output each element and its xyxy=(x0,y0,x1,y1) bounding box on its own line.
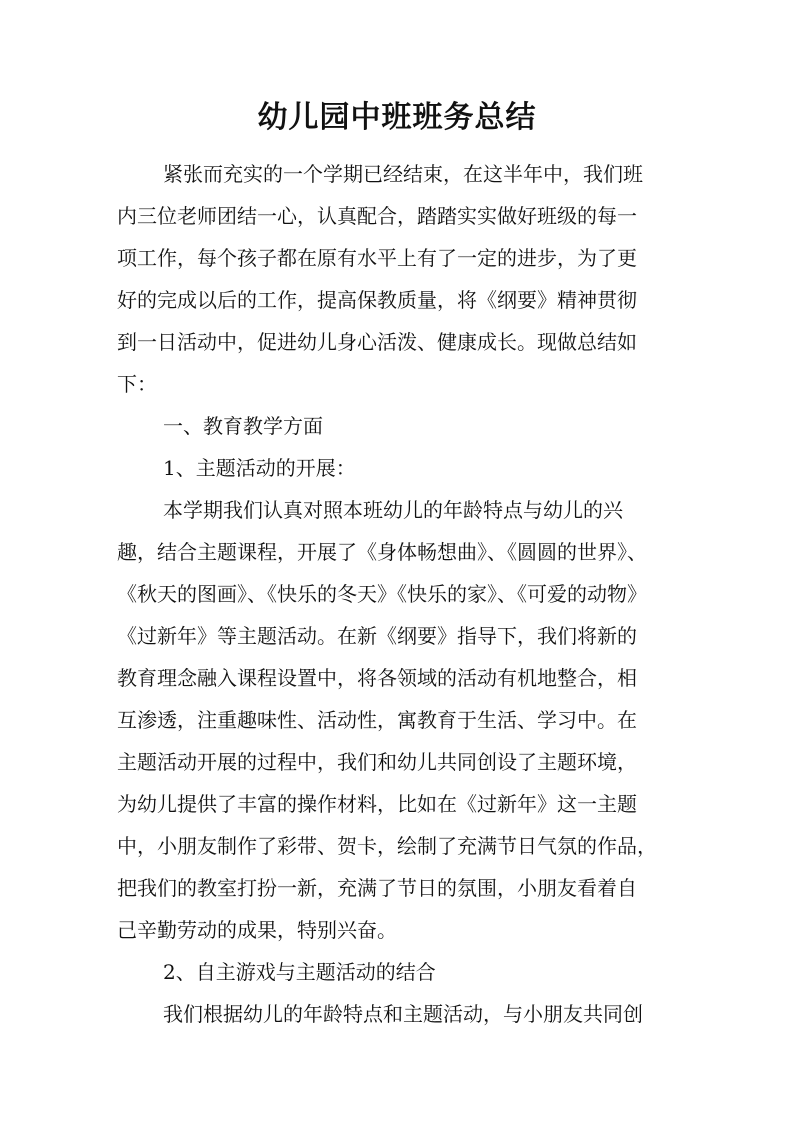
subsection-heading: 2、自主游戏与主题活动的结合 xyxy=(163,960,436,984)
paragraph-line: 互渗透，注重趣味性、活动性，寓教育于生活、学习中。在 xyxy=(117,708,637,732)
document-title: 幼儿园中班班务总结 xyxy=(257,100,537,135)
paragraph-line: 内三位老师团结一心，认真配合，踏踏实实做好班级的每一 xyxy=(117,204,637,228)
paragraph-line: 教育理念融入课程设置中，将各领域的活动有机地整合，相 xyxy=(117,666,637,690)
paragraph-line: 紧张而充实的一个学期已经结束，在这半年中，我们班 xyxy=(163,162,643,186)
paragraph-line: 本学期我们认真对照本班幼儿的年龄特点与幼儿的兴 xyxy=(163,498,623,522)
paragraph-line: 己辛勤劳动的成果，特别兴奋。 xyxy=(117,918,397,942)
subsection-heading: 1、主题活动的开展： xyxy=(163,456,356,480)
paragraph-line: 下： xyxy=(117,372,157,396)
paragraph-line: 主题活动开展的过程中，我们和幼儿共同创设了主题环境， xyxy=(117,750,637,774)
paragraph-line: 好的完成以后的工作，提高保教质量，将《纲要》精神贯彻 xyxy=(117,288,637,312)
section-heading: 一、教育教学方面 xyxy=(163,414,323,438)
paragraph-line: 到一日活动中，促进幼儿身心活泼、健康成长。现做总结如 xyxy=(117,330,637,354)
paragraph-line: 趣，结合主题课程，开展了《身体畅想曲》、《圆圆的世界》、 xyxy=(117,540,647,564)
paragraph-line: 《秋天的图画》、《快乐的冬天》《快乐的家》、《可爱的动物》 xyxy=(117,582,647,606)
paragraph-line: 《过新年》等主题活动。在新《纲要》指导下，我们将新的 xyxy=(117,624,637,648)
paragraph-line: 我们根据幼儿的年龄特点和主题活动，与小朋友共同创 xyxy=(163,1002,643,1026)
paragraph-line: 把我们的教室打扮一新，充满了节日的氛围，小朋友看着自 xyxy=(117,876,637,900)
document-body xyxy=(117,153,697,1035)
paragraph-line: 中，小朋友制作了彩带、贺卡，绘制了充满节日气氛的作品， xyxy=(117,834,657,858)
paragraph-line: 为幼儿提供了丰富的操作材料，比如在《过新年》这一主题 xyxy=(117,792,637,816)
paragraph-line: 项工作，每个孩子都在原有水平上有了一定的进步，为了更 xyxy=(117,246,637,270)
